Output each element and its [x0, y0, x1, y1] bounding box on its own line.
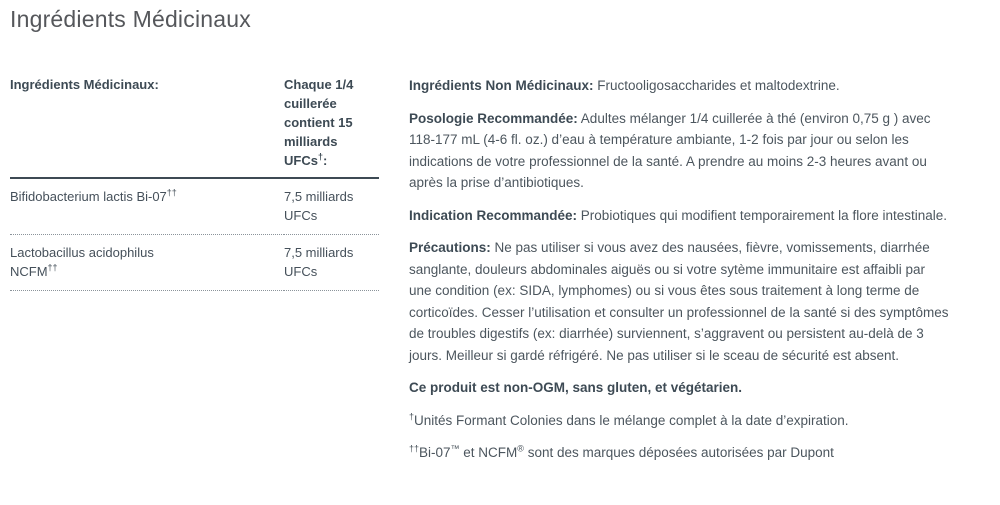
- ingredient-amount: 7,5 milliards UFCs: [284, 178, 379, 235]
- double-dagger-footnote-marker: ††: [47, 262, 58, 273]
- footnote-trademark-mid: et NCFM: [459, 445, 518, 460]
- page-title: Ingrédients Médicinaux: [10, 6, 251, 32]
- table-header-row: [10, 75, 379, 178]
- ingredient-amount: 7,5 milliards UFCs: [284, 235, 379, 291]
- non-medicinal-ingredients-paragraph: [409, 75, 950, 97]
- double-dagger-footnote-marker: ††: [166, 187, 177, 198]
- section-text: Adultes mélanger 1/4 cuillerée à thé (environ 0,75 g ) avec 118-177 mL (4-6 fl. oz.) d’eau à température ambiante, 1-2 fois par jour ou selon les indications de votre professionnel de la santé. A prendre au moins 2-3 heures avant ou après la prise d’antibiotiques.: [409, 110, 931, 190]
- ingredient-name-text: Lactobacillus acidophilus NCFM: [10, 245, 154, 279]
- recommended-indication-paragraph: [409, 205, 950, 227]
- content-columns: [10, 75, 990, 475]
- double-dagger-footnote-marker: ††: [409, 443, 420, 454]
- footnote-trademark: [409, 442, 950, 464]
- section-label: Précautions:: [409, 240, 491, 255]
- section-label: Ingrédients Non Médicinaux:: [409, 78, 594, 93]
- ingredient-name: [10, 243, 200, 281]
- ingredient-name-cell: [10, 178, 284, 235]
- footnote-cfu-text: Unités Formant Colonies dans le mélange complet à la date d’expiration.: [414, 412, 849, 428]
- footnote-trademark-rest: sont des marques déposées autorisées par Dupont: [523, 445, 834, 460]
- section-label: Posologie Recommandée:: [409, 110, 578, 126]
- registered-icon: ®: [517, 443, 524, 454]
- table-header-serving-colon: :: [322, 153, 328, 168]
- product-claim: [409, 377, 950, 399]
- product-details-column: [409, 75, 950, 475]
- trademark-name-1: Bi-07: [419, 445, 451, 460]
- table-header-ingredients-label: Ingrédients Médicinaux:: [10, 77, 159, 92]
- ingredient-row: [10, 235, 379, 291]
- section-label: Indication Recommandée:: [409, 207, 578, 223]
- table-header-serving-text: Chaque 1/4 cuillerée contient 15 milliards UFCs: [284, 77, 354, 168]
- product-claim-text: Ce produit est non-OGM, sans gluten, et végétarien.: [409, 380, 743, 395]
- dagger-footnote-marker: †: [409, 411, 415, 421]
- ingredient-name-text: Bifidobacterium lactis Bi-07: [10, 189, 167, 204]
- ingredient-row: [10, 178, 379, 235]
- dagger-footnote-marker: †: [317, 151, 323, 162]
- ingredient-name: [10, 187, 200, 206]
- precautions-paragraph: [409, 237, 950, 366]
- medicinal-ingredients-table: [10, 75, 379, 291]
- section-text: Fructooligosaccharides et maltodextrine.: [593, 78, 840, 93]
- ingredient-name-cell: [10, 235, 284, 291]
- trademark-icon: ™: [450, 443, 460, 454]
- section-text: Probiotiques qui modifient temporairement la flore intestinale.: [577, 207, 947, 223]
- footnote-cfu: [409, 410, 950, 432]
- recommended-dose-paragraph: [409, 108, 950, 194]
- section-text: Ne pas utiliser si vous avez des nausées, fièvre, vomissements, diarrhée sanglante, douleurs abdominales aiguës ou si votre sytème immunitaire est affaibli par une condition (ex: SIDA, lymphomes) ou si vous êtes sous traitement à long terme de corticoïdes. Cesser l’utilisation et consulter un professionnel de la santé si des symptômes de troubles digestifs (ex: diarrhée) surviennent, s’aggravent ou persistent au-delà de 3 jours. Meilleur si gardé réfrigéré. Ne pas utiliser si le sceau de sécurité est absent.: [409, 240, 949, 363]
- table-header-serving: [284, 75, 379, 178]
- table-header-ingredients: [10, 75, 284, 178]
